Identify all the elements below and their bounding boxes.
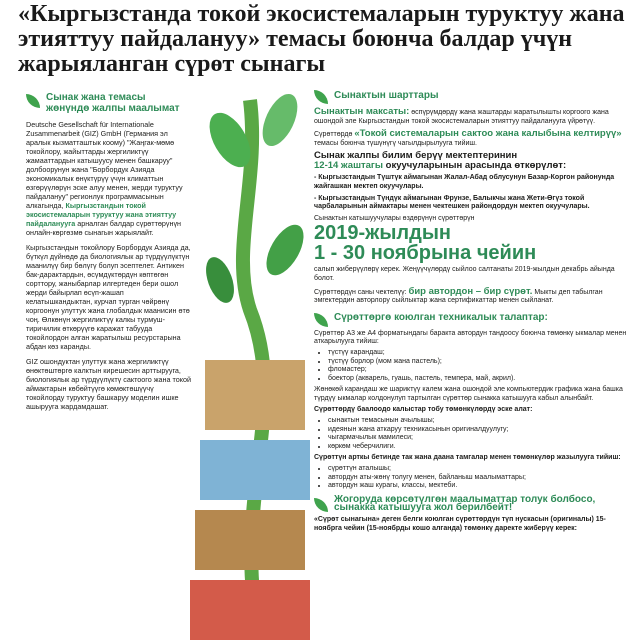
- highlight: Кыргызстандын токой экосистемаларын туруктуу жана этияттуу пайдаланууга: [26, 201, 177, 228]
- highlight: «Токой системаларын сактоо жана калыбына келтирүү»: [354, 128, 622, 140]
- list-item: • көркөм чеберчилиги.: [328, 443, 630, 452]
- list-item: • боектор (акварель, гуашь, пастель, темпера, май, акрил).: [328, 375, 630, 384]
- list-item: • фломастер;: [328, 366, 630, 375]
- text: окуучуларынын арасында өткөрүлөт:: [383, 160, 567, 172]
- text: Сынак жалпы билим берүү мектептеринин: [314, 150, 518, 162]
- leaf-icon: [314, 313, 328, 327]
- theme: [314, 129, 630, 148]
- list-item: • сынактын темасынын ачылышы;: [328, 417, 630, 426]
- requirements: Сүрөттөр А3 же А4 форматындагы баракта автордун тандоосу боюнча төмөнкү ыкмалар менен аткарылууга тийиш:: [314, 329, 627, 346]
- back-list: [328, 465, 630, 491]
- list-item: • сүрөттүн аталышы;: [328, 465, 630, 474]
- date-line-2: 1 - 30 ноябрына чейин: [314, 242, 537, 265]
- tech-heading: [314, 311, 630, 327]
- conditions-heading: [314, 88, 630, 104]
- goal: [314, 107, 630, 126]
- last-text: «Сүрөт сынагына» деген белги коюлган сүрөттөрдүн түп нускасын (оригиналы) 15-ноябрга чейин (15-ноябрды кошо алганда) төмөнкү даректе жиберүү керек:: [314, 516, 606, 532]
- section-heading: [26, 92, 191, 114]
- poster-title: «Кыргызстанда токой экосистемаларын туруктуу жана этияттуу пайдалануу» темасы боюнча балдар үчүн жарыяланган сүрөт сынагы: [18, 1, 625, 77]
- tree-artwork: [190, 80, 310, 640]
- left-column: [26, 92, 191, 411]
- list-item: • чыгармачылык мамилеси;: [328, 434, 630, 443]
- criteria-text: Сүрөттөрдү баалоодо калыстар тобу төмөнкүлөрдү эске алат:: [314, 406, 533, 414]
- info-heading: Сынак жана темасы жөнүндө жалпы маалымат: [46, 92, 180, 114]
- back-text: Сүрөттүн арткы бетинде так жана даана тамгалар менен төмөнкүлөр жазылууга тийиш:: [314, 454, 621, 462]
- list-item: • идеянын жана аткаруу техникасынын оригиналдуулугу;: [328, 426, 630, 435]
- leaf-icon: [314, 498, 328, 512]
- list-item: • түстүү карандаш;: [328, 349, 630, 358]
- criteria-list: [328, 417, 630, 451]
- highlight: бир автордон – бир сүрөт.: [408, 285, 533, 297]
- heading-text: Сүрөттөргө коюлган техникалык талаптар:: [334, 312, 548, 324]
- list-item: • түстүү борлор (мом жана пастель);: [328, 358, 630, 367]
- text: темасы боюнча түшүнүгү чагылдырылууга тийиш.: [314, 139, 477, 147]
- text: Сүрөттөрдө: [314, 131, 355, 139]
- leaf-icon: [314, 90, 328, 104]
- info-paragraph-2: Кыргызстандын токойлору Борбордук Азияда да, бүткүл дүйнөдө да биологиялык ар түрдүүлүктүн маанилүү бир бөлүгү болуп эсептелет. Антикен бак-дарактардын, өсүмдүктөрдүн көптөгөн сорттору, жаныбарлар илгертеден бери ошол жерди байырлап өсүп-жашап келатышкандыктан, курчап турган чөйрөнү коргоонун улуттук жана глобалдык маанисин өтө чоң. Өлкөнүн жергиликтүү калкы турмуш-тиричилик өткөрүүгө каражат табууда токойлордон алган жаратылыш ресурстарына абдан көз каранды.: [26, 243, 191, 351]
- warning-heading: [314, 493, 630, 514]
- label: Сынактын максаты:: [314, 106, 410, 117]
- region-1: - Кыргызстандын Түштүк аймагынан Жалал-Абад облусунун Базар-Коргон районунда жайгашкан мектеп окуучулары.: [314, 174, 615, 190]
- text: Мыкты деп табылган эмгектердин авторлору сыйлыктар жана сертификаттар менен сыйланат.: [314, 288, 603, 305]
- date-note: салып жиберүүлөрү керек. Жеңүүчүлөрдү сыйлоо салтанаты 2019-жылдын декабрь айында болот.: [314, 266, 615, 282]
- send-text: Сынактын катышуучулары өздөрүнүн сүрөттөрүн: [314, 214, 475, 222]
- list-item: • автордун аты-жөнү толугу менен, байланыш маалыматтары;: [328, 474, 630, 483]
- info-paragraph-1: [26, 120, 191, 237]
- text: арналган балдар сүрөттөрүнүн онлайн-көргөзмө сынагын жарыялайт.: [26, 219, 182, 237]
- heading-text: Сынактын шарттары: [334, 89, 439, 101]
- leaf-icon: [26, 94, 40, 108]
- highlight: 12-14 жаштагы: [314, 160, 383, 172]
- info-paragraph-3: GIZ ошондуктан улуттук жана жергиликтүү өнөктөштөргө калктын кирешесин арттырууга, биологиялык ар түрдүүлүктү сактоого жана токой аймактарын көбөйтүүгө көмөктөшүүчү токойлорду туруктуу башкаруу моделин ишке ашырууга жардамдашат.: [26, 357, 191, 411]
- who: [314, 151, 630, 171]
- heading-text: Жогоруда көрсөтүлгөн маалыматтар толук болбосо, сынакка катышууга жол берилбейт!: [334, 493, 596, 514]
- computer-note: Жөнөкөй карандаш же шариктүү калем жана ошондой эле компьютердик графика жана башка түрдүү ыкмалар колдонулуп тартылган сүрөттөр сынакка катышууга кабыл алынбайт.: [314, 386, 623, 402]
- date-line-1: 2019-жылдын: [314, 222, 451, 245]
- right-column: [314, 88, 630, 533]
- list-item: • автордун жаш курагы, классы, мектеби.: [328, 482, 630, 491]
- requirements-list: [328, 349, 630, 383]
- text: өспүрүмдөрдү жана жаштарды жаратылышты коргоого жана ошондой эле Кыргызстандын токой экосистемаларын этияттуу пайдаланууга үйрөтүү.: [314, 109, 609, 125]
- count: [314, 287, 630, 306]
- text: Сүрөттөрдүн саны чектелүү:: [314, 288, 409, 296]
- text: Deutsche Gesellschaft für Internationale Zusammenarbeit (GIZ) GmbH (Германия эл аралык кызматташтык коому) "Жаңгак-мөмө токойлору, жайыттарды жергиликтүү жамааттардын катышуусу менен башкаруу" долбоорунун жана "Борбордук Азияда экономикалык өнүктүрүү үчүн климаттын өзгөрүүлөрүн эске алуу менен, жерди туруктуу пайдалануу" регионлук программасынын алкагында,: [26, 120, 183, 210]
- region-2: - Кыргызстандын Түндүк аймагынан Фрунзе, Балыкчы жана Жети-Өгүз токой чарбаларынын аймактары менен чектешкен райондордун мектеп окуучулары.: [314, 194, 590, 211]
